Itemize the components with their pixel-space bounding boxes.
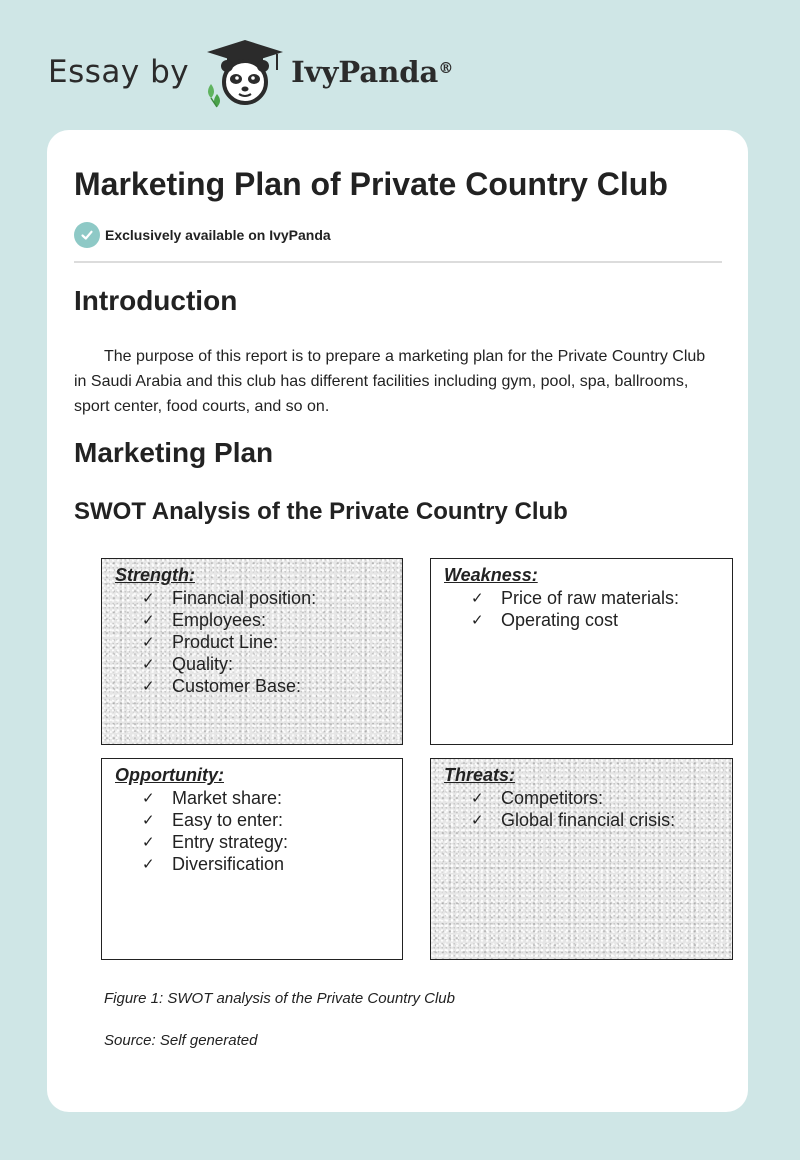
check-mark-icon: ✓	[471, 790, 484, 807]
figure-source: Source: Self generated	[104, 1032, 258, 1049]
swot-strength-title: Strength:	[115, 565, 195, 585]
check-mark-icon: ✓	[142, 590, 155, 607]
list-item: ✓ Easy to enter:	[142, 809, 284, 830]
introduction-paragraph: The purpose of this report is to prepare a marketing plan for the Private Country Club in Saudi Arabia and this club has different facilities including gym, pool, spa, ballrooms, sport center, food courts, and so on.	[74, 348, 706, 415]
check-mark-icon: ✓	[142, 812, 155, 829]
swot-weakness-title: Weakness:	[444, 565, 538, 585]
check-mark-icon: ✓	[142, 612, 155, 629]
swot-threats-box	[430, 758, 733, 960]
check-mark-icon: ✓	[471, 590, 484, 607]
swot-weakness-box	[430, 558, 733, 745]
figure-caption: Figure 1: SWOT analysis of the Private Country Club	[104, 990, 455, 1007]
divider	[74, 261, 722, 263]
check-mark-icon: ✓	[142, 678, 155, 695]
introduction-heading: Introduction	[74, 285, 238, 316]
page-title: Marketing Plan of Private Country Club	[74, 166, 668, 202]
check-mark-icon: ✓	[142, 834, 155, 851]
swot-threats-list	[471, 787, 675, 831]
list-item: ✓ Price of raw materials:	[471, 587, 680, 608]
check-mark-icon: ✓	[471, 812, 484, 829]
site-header	[48, 36, 508, 108]
list-item: ✓ Employees:	[142, 609, 267, 630]
swot-opportunity-list	[142, 787, 288, 875]
list-item: ✓ Product Line:	[142, 631, 279, 652]
list-item: ✓ Market share:	[142, 787, 283, 808]
availability-badge	[74, 222, 331, 248]
marketing-plan-heading: Marketing Plan	[74, 437, 274, 468]
panda-graduate-icon	[203, 36, 287, 108]
essay-by-label: Essay by	[48, 54, 190, 90]
badge-label: Exclusively available on IvyPanda	[105, 227, 331, 243]
check-mark-icon: ✓	[471, 612, 484, 629]
list-item: ✓ Competitors:	[471, 787, 604, 808]
check-mark-icon: ✓	[142, 656, 155, 673]
swot-heading: SWOT Analysis of the Private Country Club	[74, 498, 568, 525]
swot-threats-title: Threats:	[444, 765, 516, 785]
list-item: ✓ Diversification	[142, 853, 285, 874]
list-item: ✓ Quality:	[142, 653, 234, 674]
swot-strength-list	[142, 587, 316, 697]
list-item: ✓ Operating cost	[471, 609, 619, 630]
swot-opportunity-box	[101, 758, 403, 960]
list-item: ✓ Financial position:	[142, 587, 317, 608]
list-item: ✓ Customer Base:	[142, 675, 302, 696]
check-mark-icon: ✓	[142, 856, 155, 873]
swot-opportunity-title: Opportunity:	[115, 765, 224, 785]
article-card	[47, 130, 748, 1112]
check-mark-icon: ✓	[142, 634, 155, 651]
check-circle-icon	[74, 222, 100, 248]
swot-strength-box	[101, 558, 403, 745]
swot-weakness-list	[471, 587, 679, 631]
list-item: ✓ Entry strategy:	[142, 831, 289, 852]
brand-name: IvyPanda®	[291, 55, 454, 89]
check-mark-icon: ✓	[142, 790, 155, 807]
list-item: ✓ Global financial crisis:	[471, 809, 676, 830]
